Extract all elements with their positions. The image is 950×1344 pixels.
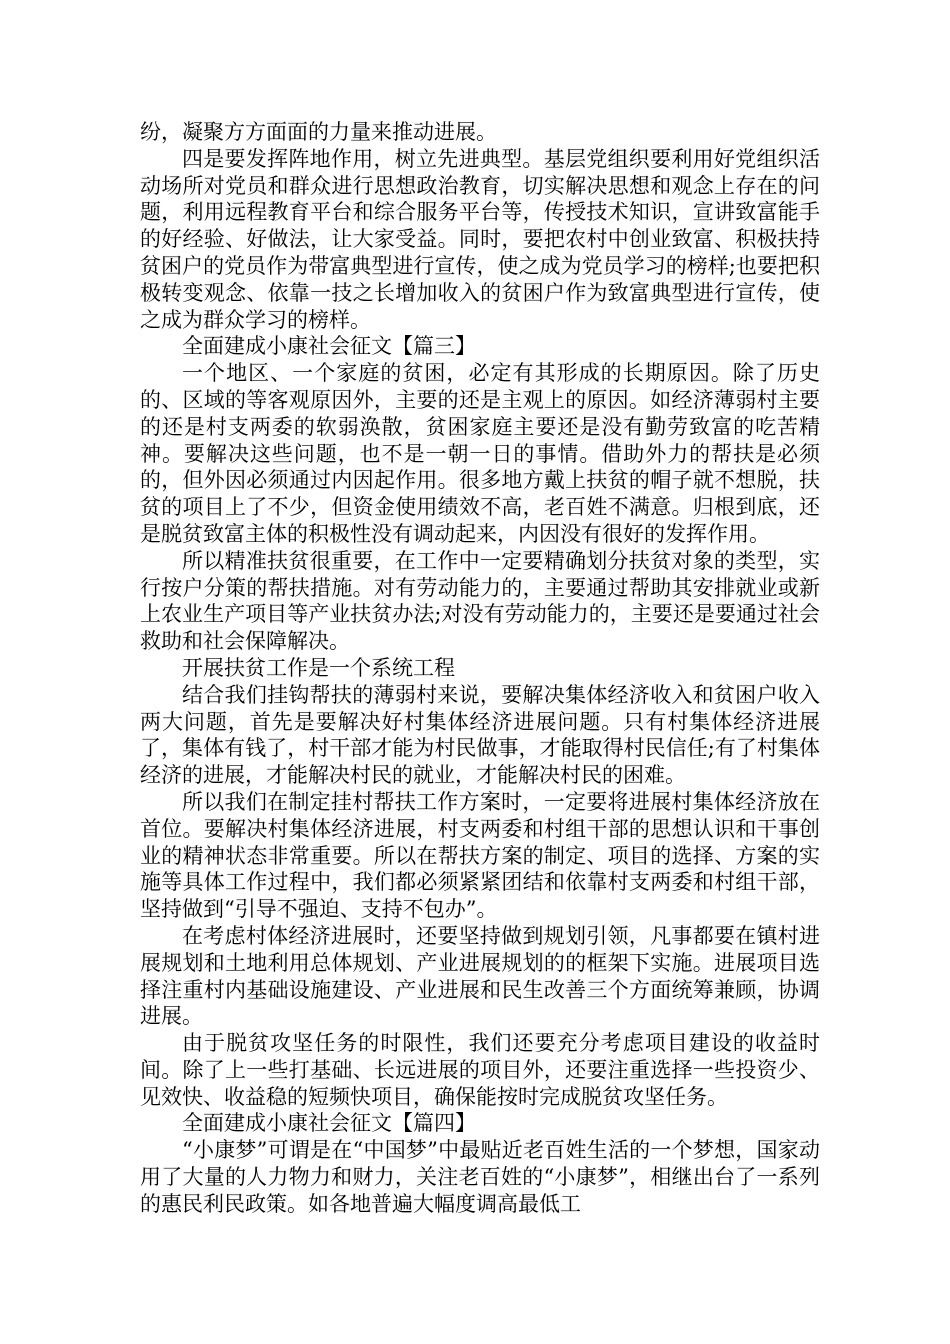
paragraph-5: 所以我们在制定挂村帮扶工作方案时，一定要将进展村集体经济放在首位。要解决村集体经济进展，村支两委和村组干部的思想认识和干事创业的精神状态非常重要。所以在帮扶方案的制定、项目的选择、方案的实施等具体工作过程中，我们都必须紧紧团结和依靠村支两委和村组干部，坚持做到“引导不强迫、支持不包办”。: [140, 789, 820, 922]
paragraph-3: 所以精准扶贫很重要，在工作中一定要精确划分扶贫对象的类型，实行按户分策的帮扶措施。对有劳动能力的，主要通过帮助其安排就业或新上农业生产项目等产业扶贫办法;对没有劳动能力的，主要还是要通过社会救助和社会保障解决。: [140, 548, 820, 654]
paragraph-8: “小康梦”可谓是在“中国梦”中最贴近老百姓生活的一个梦想，国家动用了大量的人力物力和财力，关注老百姓的“小康梦”，相继出台了一系列的惠民利民政策。如各地普遍大幅度调高最低工: [140, 1138, 820, 1216]
document-body: [140, 119, 820, 1218]
subheading-poverty-system: 开展扶贫工作是一个系统工程: [182, 655, 455, 680]
paragraph-1: 四是要发挥阵地作用，树立先进典型。基层党组织要利用好党组织活动场所对党员和群众进行思想政治教育，切实解决思想和观念上存在的问题，利用远程教育平台和综合服务平台等，传授技术知识，宣讲致富能手的好经验、好做法，让大家受益。同时，要把农村中创业致富、积极扶持贫困户的党员作为带富典型进行宣传，使之成为党员学习的榜样;也要把积极转变观念、依靠一技之长增加收入的贫困户作为致富典型进行宣传，使之成为群众学习的榜样。: [140, 146, 820, 332]
paragraph-2: 一个地区、一个家庭的贫困，必定有其形成的长期原因。除了历史的、区域的等客观原因外，主要的还是主观上的原因。如经济薄弱村主要的还是村支两委的软弱涣散，贫困家庭主要还是没有勤劳致富的吃苦精神。要解决这些问题，也不是一朝一日的事情。借助外力的帮扶是必须的，但外因必须通过内因起作用。很多地方戴上扶贫的帽子就不想脱，扶贫的项目上了不少，但资金使用绩效不高，老百姓不满意。归根到底，还是脱贫致富主体的积极性没有调动起来，内因没有很好的发挥作用。: [140, 361, 820, 546]
section-heading-3: 全面建成小康社会征文【篇三】: [182, 334, 476, 359]
paragraph-7: 由于脱贫攻坚任务的时限性，我们还要充分考虑项目建设的收益时间。除了上一些打基础、长远进展的项目外，还要注重选择一些投资少、见效快、收益稳的短频快项目，确保能按时完成脱贫攻坚任务。: [140, 1031, 820, 1109]
section-heading-4: 全面建成小康社会征文【篇四】: [182, 1111, 476, 1136]
paragraph-6: 在考虑村体经济进展时，还要坚持做到规划引领，凡事都要在镇村进展规划和土地利用总体规划、产业进展规划的的框架下实施。进展项目选择注重村内基础设施建设、产业进展和民生改善三个方面统筹兼顾，协调进展。: [140, 923, 820, 1029]
paragraph-0: 纷，凝聚方方面面的力量来推动进展。: [140, 120, 497, 144]
paragraph-4: 结合我们挂钩帮扶的薄弱村来说，要解决集体经济收入和贫困户收入两大问题，首先是要解决好村集体经济进展问题。只有村集体经济进展了，集体有钱了，村干部才能为村民做事，才能取得村民信任;有了村集体经济的进展，才能解决村民的就业，才能解决村民的困难。: [140, 682, 820, 788]
